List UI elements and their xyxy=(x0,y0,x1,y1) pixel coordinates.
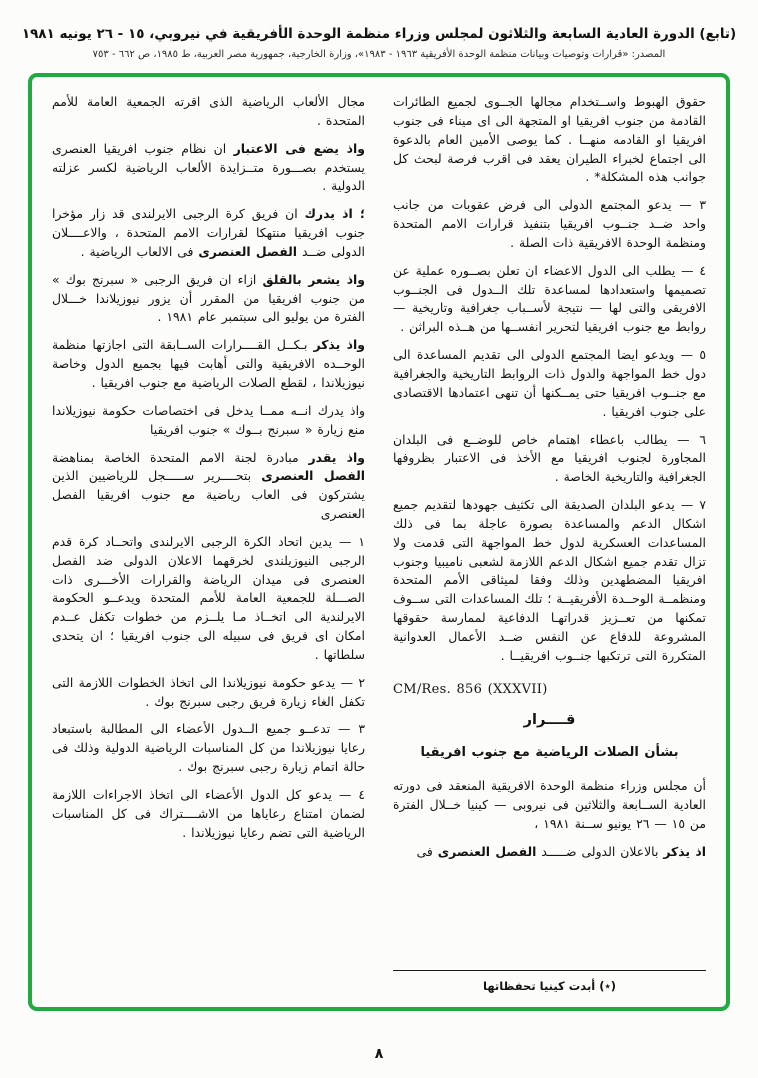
text-segment: واذ يذكر xyxy=(313,337,365,353)
footnote-text: (٭) أبدت كينيا تحفظاتها xyxy=(483,979,616,993)
paragraph xyxy=(52,140,365,197)
text-segment: مجال الألعاب الرياضية الذى اقرته الجمعية العامة للأمم المتحدة . xyxy=(52,94,365,128)
text-segment: أن مجلس وزراء منظمة الوحدة الافريقية المنعقد فى دورته العادية الســابعة والثلاثين فى نيروبى — كينيا خــلال الفترة من ١٥ — ٢٦ يونيو ســنة ١٩٨١ ، xyxy=(393,778,706,831)
text-segment: واذ يدرك انــه ممــا يدخل فى اختصاصات حكومة نيوزيلاندا منع زيارة « سبرنج بــوك » جنوب افريقيا xyxy=(52,402,365,437)
paragraph xyxy=(52,402,365,440)
paragraph xyxy=(52,205,365,262)
text-segment: قــــرار xyxy=(523,712,576,729)
text-segment: ٥ — ويدعو ايضا المجتمع الدولى الى تقديم المساعدة الى دول خط المواجهة والدول ذات الروابط التاريخية والجغرافية مع جنــوب افريقيا حتى يمــكنها أن تنهى اعتمادها الاقتصادى على جنوب افريقيا . xyxy=(393,347,706,419)
left-column-paragraphs xyxy=(52,93,365,852)
paragraph xyxy=(52,786,365,843)
text-segment: واذ يضع فى الاعتبار xyxy=(233,140,365,156)
text-segment: ان نظام جنوب افريقيا العنصرى يستخدم بصـــورة متــزايدة الألعاب الرياضية لكسر عزلته الدولية . xyxy=(52,140,365,194)
page-number: ٨ xyxy=(374,1046,384,1062)
paragraph xyxy=(393,843,706,862)
paragraph xyxy=(52,674,365,712)
paragraph xyxy=(393,777,706,834)
right-column-paragraphs xyxy=(393,93,706,871)
text-segment: ٢ — يدعو حكومة نيوزيلاندا الى اتخاذ الخطوات اللازمة التى تكفل الغاء زيارة فريق رجبى سبرنج بوك . xyxy=(52,674,365,709)
two-column-layout xyxy=(52,93,706,993)
paragraph xyxy=(393,93,706,187)
text-segment: ١ — يدين اتحاد الكرة الرجبى الايرلندى واتحــاد كرة قدم الرجبى النيوزيلندى لخرقهما الاعلان الدولى ضد الفصل العنصرى فى ميدان الرياضة والقرارات الأخـــرى ذات الصـــلة للجمعية العامة للأمم المتحدة ويدعــو الحكومة الايرلندية الى اتخــاذ مـا يلــزم من خطوات تكفل عــدم امكان اى فريق فى سبيله الى جنوب افريقيا ؛ ان يتحدى سلطاتها . xyxy=(52,533,365,662)
footnote-area xyxy=(393,964,706,993)
text-segment: الفصل العنصرى xyxy=(261,468,365,484)
text-segment: ان فريق كرة الرجبى الايرلندى قد زار مؤخرا جنوب افريقيا منتهكا لقرارات الامم المتحدة ، والاعــــلان الدولى ضــد xyxy=(52,206,365,259)
text-segment: واذ يقدر xyxy=(308,449,365,465)
resolution-heading xyxy=(393,709,706,731)
paragraph xyxy=(393,346,706,421)
text-segment: مبادرة لجنة الامم المتحدة الخاصة بمناهضة xyxy=(52,449,309,465)
paragraph xyxy=(52,336,365,393)
left-column xyxy=(52,93,365,993)
document-title: (تابع) الدورة العادية السابعة والثلاثون لمجلس وزراء منظمة الوحدة الأفريقية في نيروبي، ١٥ - ٢٦ يونيه ١٩٨١ xyxy=(21,26,737,42)
paragraph xyxy=(52,271,365,328)
text-segment: اذ يذكر xyxy=(663,843,706,859)
paragraph xyxy=(393,496,706,666)
text-segment: فى الالعاب الرياضية . xyxy=(80,243,199,259)
resolution-subject xyxy=(393,743,706,763)
text-segment: حقوق الهبوط واســتخدام مجالها الجــوى لجميع الطائرات القادمة من جنوب افريقيا او المتجهة الى اى ميناء فى جنوب افريقيا او القادمه منهــا . كما يوصى الأمين العام بالدعوة الى اجتماع لخبراء الطيران يعقد فى اقرب فرصة لبحث كل جوانب هذه المشكلة* . xyxy=(393,94,706,185)
text-segment: بـكــل القــــرارات الســابقة التى اجازتها منظمة الوحــده الافريقية والتى أهابت فيها بجميع الدول وخاصة نيوزيلاندا ، لقطع الصلات الرياضية مع جنوب افريقيا . xyxy=(52,337,365,390)
text-segment: ٤ — يطلب الى الدول الاعضاء ان تعلن بصــوره عملية عن تصميمها واستعدادها لمساعدة تلك الــدول فى الجنــوب الافريقى والتى لها — نتيجة لأســباب جغرافية وتاريخية — روابط مع جنوب افريقيا لتحرير انفســها من هــذه البراثن . xyxy=(393,262,706,335)
text-segment: ٧ — يدعو البلدان الصديقة الى تكثيف جهودها لتقديم جميع اشكال الدعم والمساعدة بصورة عاجلة بما فى ذلك المساعدات العسكرية لدول خط المواجهة التى قدمت ولا تزال تقدم جميع اشكال الدعم اللازمة لشعبى ناميبيا وجنوب افريقيا المضطهدين وذلك وفقا لميثاقى الأمم المتحدة ومنظمــة الوحــدة الأفريقيــة ؛ تلك المساعدات التى ســوف تمكنها من تعــزيز قدراتهـا الدفاعية لممارسة حقوقها المشروعة للدفاع عن النفس ضــد الأعمال العدوانية المتكررة التى ترتكبها جنــوب افريقيــا . xyxy=(393,497,706,663)
document-source: المصدر: «قرارات وتوصيات وبيانات منظمة الوحدة الأفريقية ١٩٦٣ - ١٩٨٣»، وزارة الخارجية، جمهورية مصر العربية، ط ١٩٨٥، ص ٦٦٢ - ٧٥٣ xyxy=(92,49,666,60)
text-segment: الفصل العنصرى xyxy=(437,843,537,859)
text-segment: بتحــــرير ســـــجل للرياضيين الذين يشتركون فى العاب رياضية مع جنوب افريقيا الفصل العنصرى xyxy=(52,468,365,522)
footnote-divider xyxy=(393,970,706,971)
text-segment: ازاء ان فريق الرجبى « سبرنج بوك » من جنوب افريقيا من المقرر أن يزور نيوزيلاندا خـــلال الفترة من يوليو الى سبتمبر عام ١٩٨١ . xyxy=(52,271,365,325)
text-segment: بشأن الصلات الرياضية مع جنوب افريقيا xyxy=(420,745,679,761)
resolution-reference xyxy=(393,680,706,700)
paragraph xyxy=(52,720,365,777)
paragraph xyxy=(393,431,706,488)
paragraph xyxy=(52,93,365,131)
paragraph xyxy=(52,449,365,524)
content-frame xyxy=(28,73,730,1011)
text-segment: بالاعلان الدولى ضـــــد xyxy=(536,843,664,859)
text-segment: واذ يشعر بالقلق xyxy=(262,271,365,287)
paragraph xyxy=(52,533,365,665)
right-column xyxy=(393,93,706,993)
text-segment: الفصل العنصرى xyxy=(198,243,298,259)
text-segment: CM/Res. 856 (XXXVII) xyxy=(393,681,548,697)
text-segment: ٦ — يطالب باعطاء اهتمام خاص للوضــع فى البلدان المجاورة لجنوب افريقيا مع الأخذ فى الاعتبار بظروفها الجغرافية والتاريخية الخاصة . xyxy=(393,431,706,485)
paragraph xyxy=(393,196,706,253)
text-segment: فى xyxy=(416,843,438,859)
paragraph xyxy=(393,262,706,337)
text-segment: ٣ — يدعو المجتمع الدولى الى فرض عقوبات من جانب واحد ضــد جنــوب افريقيا بتنفيذ قرارات الامم المتحدة ومنظمة الوحدة الافريقية ذات الصلة . xyxy=(393,197,706,250)
document-header xyxy=(0,0,758,60)
text-segment: ؛ اذ يدرك xyxy=(304,206,365,222)
text-segment: ٣ — تدعــو جميع الــدول الأعضاء الى المطالبة باستبعاد رعايا نيوزيلاندا من كل المناسبات الرياضية الدولية وذلك فى حالة اتمام زيارة رجبى سبرنج بوك . xyxy=(52,721,365,775)
text-segment: ٤ — يدعو كل الدول الأعضاء الى اتخاذ الاجراءات اللازمة لضمان امتناع رعاياها من الاشــــتراك فى كل المناسبات الرياضية التى تضم رعايا نيوزيلاندا . xyxy=(52,787,365,840)
